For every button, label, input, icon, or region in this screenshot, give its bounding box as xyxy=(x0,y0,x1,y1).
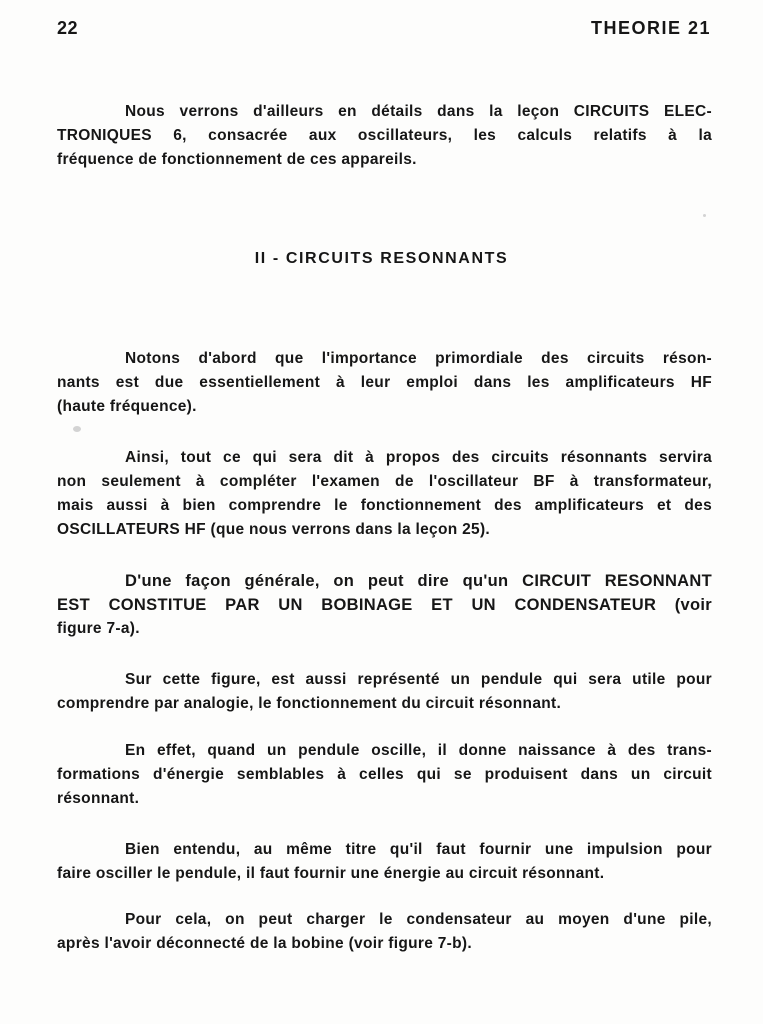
text-line: Nous verrons d'ailleurs en détails dans la leçon CIRCUITS ELEC- xyxy=(125,103,712,120)
text-line: OSCILLATEURS HF (que nous verrons dans la leçon 25). xyxy=(57,521,491,538)
scan-speck xyxy=(703,214,706,217)
paragraph xyxy=(57,908,712,956)
section-heading: II - CIRCUITS RESONNANTS xyxy=(254,250,509,267)
text-line: Sur cette figure, est aussi représenté un pendule qui sera utile pour xyxy=(125,671,712,688)
text-line: Ainsi, tout ce qui sera dit à propos des circuits résonnants servira xyxy=(125,449,712,466)
text-line: formations d'énergie semblables à celles qui se produisent dans un circuit xyxy=(57,766,712,783)
paragraph xyxy=(57,446,712,542)
text-line: Pour cela, on peut charger le condensateur au moyen d'une pile, xyxy=(125,911,712,928)
text-line: nants est due essentiellement à leur emploi dans les amplificateurs HF xyxy=(57,374,712,391)
text-line: EST CONSTITUE PAR UN BOBINAGE ET UN CONDENSATEUR (voir xyxy=(57,596,712,614)
text-line: TRONIQUES 6, consacrée aux oscillateurs, les calculs relatifs à la xyxy=(57,127,712,144)
text-line: après l'avoir déconnecté de la bobine (voir figure 7-b). xyxy=(57,935,472,952)
text-line: En effet, quand un pendule oscille, il donne naissance à des trans- xyxy=(125,742,712,759)
text-line: non seulement à compléter l'examen de l'oscillateur BF à transformateur, xyxy=(57,473,712,490)
paragraph xyxy=(57,347,712,419)
text-line: Notons d'abord que l'importance primordiale des circuits réson- xyxy=(125,350,712,367)
paragraph xyxy=(57,739,712,811)
paragraph xyxy=(57,838,712,886)
paragraph-intro xyxy=(57,100,712,172)
text-line: D'une façon générale, on peut dire qu'un CIRCUIT RESONNANT xyxy=(125,572,712,590)
paragraph xyxy=(57,569,712,641)
page-number: 22 xyxy=(57,18,79,38)
text-line: comprendre par analogie, le fonctionnement du circuit résonnant. xyxy=(57,695,562,712)
text-line: (haute fréquence). xyxy=(57,398,197,415)
text-line: Bien entendu, au même titre qu'il faut fournir une impulsion pour xyxy=(125,841,712,858)
paragraph xyxy=(57,668,712,716)
scan-speck xyxy=(73,426,81,432)
text-line: figure 7-a). xyxy=(57,620,140,637)
running-title: THEORIE 21 xyxy=(590,18,711,38)
text-line: résonnant. xyxy=(57,790,140,807)
text-line: fréquence de fonctionnement de ces appareils. xyxy=(57,151,417,168)
text-line: mais aussi à bien comprendre le fonctionnement des amplificateurs et des xyxy=(57,497,712,514)
text-line: faire osciller le pendule, il faut fournir une énergie au circuit résonnant. xyxy=(57,865,605,882)
